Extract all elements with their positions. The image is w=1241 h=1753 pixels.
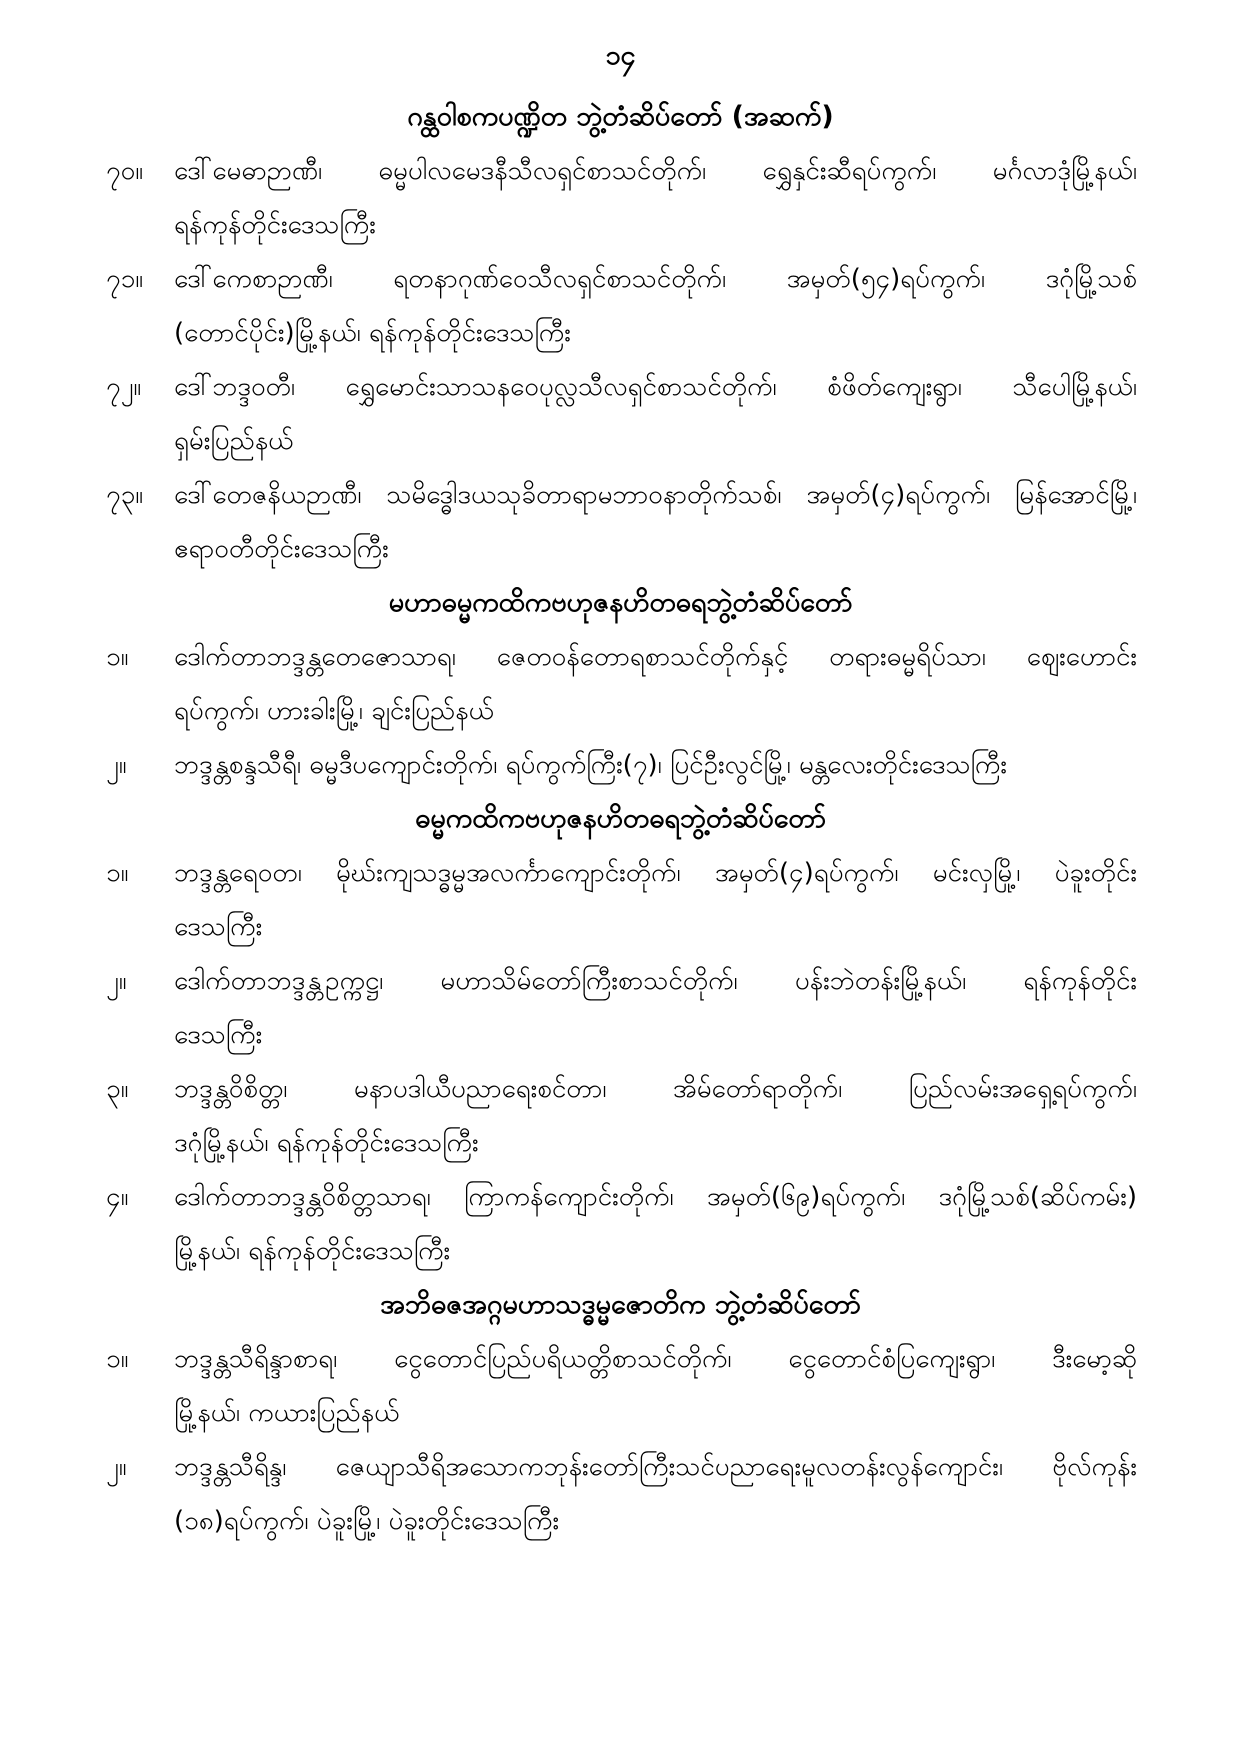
item-text [174, 144, 1137, 252]
list-item [0, 1062, 1241, 1170]
item-text [174, 1440, 1137, 1548]
item-number: ၁။ [106, 642, 129, 672]
list-item [0, 252, 1241, 360]
list-item [0, 738, 1241, 792]
item-line: ရှမ်းပြည်နယ် [174, 426, 294, 456]
item-number: ၃။ [106, 1074, 129, 1104]
item-text [174, 738, 1137, 792]
item-line: (တောင်ပိုင်း)မြို့နယ်၊ ရန်ကုန်တိုင်းဒေသကြီး [174, 318, 571, 348]
item-line: မြို့နယ်၊ ရန်ကုန်တိုင်းဒေသကြီး [174, 1236, 451, 1266]
item-text [174, 1062, 1137, 1170]
item-line: ရန်ကုန်တိုင်းဒေသကြီး [174, 210, 376, 240]
item-text [174, 360, 1137, 468]
list-item [0, 1170, 1241, 1278]
item-number: ၇၃။ [106, 480, 144, 510]
item-text [174, 468, 1137, 576]
item-number: ၇၁။ [106, 264, 144, 294]
item-number: ၇၀။ [106, 156, 144, 186]
item-number: ၄။ [106, 1182, 129, 1212]
item-line: (၁၈)ရပ်ကွက်၊ ပဲခူးမြို့၊ ပဲခူးတိုင်းဒေသကြီး [174, 1506, 560, 1536]
item-text [174, 1170, 1137, 1278]
item-line: ဒေါ်တေဇနိယဉာဏီ၊ သမိဒ္ဓေါဒယသုခိတာရာမဘာဝနာတိုက်သစ်၊ အမှတ်(၄)ရပ်ကွက်၊ မြန်အောင်မြို့၊ [174, 480, 1137, 510]
item-line: ရပ်ကွက်၊ ဟားခါးမြို့၊ ချင်းပြည်နယ် [174, 696, 494, 726]
list-item [0, 630, 1241, 738]
list-item [0, 1440, 1241, 1548]
item-line: ဒေါ်မေဓာဉာဏီ၊ ဓမ္မပါလမေဒနီသီလရှင်စာသင်တိုက်၊ ရွှေနှင်းဆီရပ်ကွက်၊ မင်္ဂလာဒုံမြို့နယ်၊ [174, 156, 1137, 186]
item-line: ဒေါက်တာဘဒ္ဒန္တဥက္ကဋ္ဌ၊ မဟာသိမ်တော်ကြီးစာသင်တိုက်၊ ပန်းဘဲတန်းမြို့နယ်၊ ရန်ကုန်တိုင်း [174, 966, 1137, 996]
item-line: ဒေါ်ကေစာဉာဏီ၊ ရတနာဂုဏ်ဝေသီလရှင်စာသင်တိုက်၊ အမှတ်(၅၄)ရပ်ကွက်၊ ဒဂုံမြို့သစ် [174, 264, 1137, 294]
item-text [174, 846, 1137, 954]
item-line: ဒေါ်ဘဒ္ဒဝတီ၊ ရွှေမောင်းသာသနဝေပုလ္လသီလရှင်စာသင်တိုက်၊ စံဖိတ်ကျေးရွာ၊ သီပေါမြို့နယ်၊ [174, 372, 1137, 402]
item-number: ၂။ [106, 750, 127, 780]
item-line: ဒေသကြီး [174, 1020, 263, 1050]
item-number: ၂။ [106, 966, 127, 996]
item-line: ဒေသကြီး [174, 912, 263, 942]
section-heading: အဘိဓဇအဂ္ဂမဟာသဒ္ဓမ္မဇောတိက ဘွဲ့တံဆိပ်တော် [380, 1289, 861, 1320]
item-text [174, 630, 1137, 738]
list-item [0, 954, 1241, 1062]
item-line: ဘဒ္ဒန္တသီရိန္ဒာစာရ၊ ငွေတောင်ပြည်ပရိယတ္တိစာသင်တိုက်၊ ငွေတောင်စံပြကျေးရွာ၊ ဒီးမော့ဆို [174, 1344, 1137, 1374]
item-number: ၁။ [106, 858, 129, 888]
item-number: ၁။ [106, 1344, 129, 1374]
item-number: ၇၂။ [106, 372, 142, 402]
award-recipients-list [0, 90, 1241, 1548]
item-text [174, 252, 1137, 360]
item-line: ဒေါက်တာဘဒ္ဒန္တဝိစိတ္တသာရ၊ ကြာကန်ကျောင်းတိုက်၊ အမှတ်(၆၉)ရပ်ကွက်၊ ဒဂုံမြို့သစ်(ဆိပ်ကမ်း) [174, 1182, 1137, 1212]
item-line: မြို့နယ်၊ ကယားပြည်နယ် [174, 1398, 400, 1428]
list-item [0, 468, 1241, 576]
list-item [0, 360, 1241, 468]
list-item [0, 846, 1241, 954]
item-text [174, 1332, 1137, 1440]
item-line: ဒဂုံမြို့နယ်၊ ရန်ကုန်တိုင်းဒေသကြီး [174, 1128, 479, 1158]
item-text [174, 954, 1137, 1062]
item-number: ၂။ [106, 1452, 127, 1482]
list-item [0, 144, 1241, 252]
page-number: ၁၄ [605, 40, 636, 71]
section-heading: ဂန္ထဝါစကပဏ္ဍိတ ဘွဲ့တံဆိပ်တော် (အဆက်) [407, 101, 834, 132]
list-item [0, 1332, 1241, 1440]
item-line: ဘဒ္ဒန္တရေဝတ၊ မိုဃ်းကျသဒ္ဓမ္မအလင်္ကာကျောင်းတိုက်၊ အမှတ်(၄)ရပ်ကွက်၊ မင်းလှမြို့၊ ပဲခူးတိုင်း [174, 858, 1137, 888]
item-line: ဘဒ္ဒန္တစန္ဒသီရီ၊ ဓမ္မဒီပကျောင်းတိုက်၊ ရပ်ကွက်ကြီး(၇)၊ ပြင်ဦးလွင်မြို့၊ မန္တလေးတိုင်းဒေသကြီး [174, 750, 1007, 780]
item-line: ဘဒ္ဒန္တသီရိန္ဒ၊ ဇေယျာသီရိအသောကဘုန်းတော်ကြီးသင်ပညာရေးမူလတန်းလွန်ကျောင်း၊ ဗိုလ်ကုန်း [174, 1452, 1137, 1482]
item-line: ဘဒ္ဒန္တဝိစိတ္တ၊ မနာပဒါယီပညာရေးစင်တာ၊ အိမ်တော်ရာတိုက်၊ ပြည်လမ်းအရှေ့ရပ်ကွက်၊ [174, 1074, 1137, 1104]
section-heading: ဓမ္မကထိကဗဟုဇနဟိတဓရဘွဲ့တံဆိပ်တော် [415, 803, 826, 834]
item-line: ဒေါက်တာဘဒ္ဒန္တတေဇောသာရ၊ ဇေတဝန်တောရစာသင်တိုက်နှင့် တရားဓမ္မရိပ်သာ၊ ဈေးဟောင်း [174, 642, 1137, 672]
section-heading: မဟာဓမ္မကထိကဗဟုဇနဟိတဓရဘွဲ့တံဆိပ်တော် [388, 587, 853, 618]
item-line: ဧရာဝတီတိုင်းဒေသကြီး [174, 534, 389, 564]
